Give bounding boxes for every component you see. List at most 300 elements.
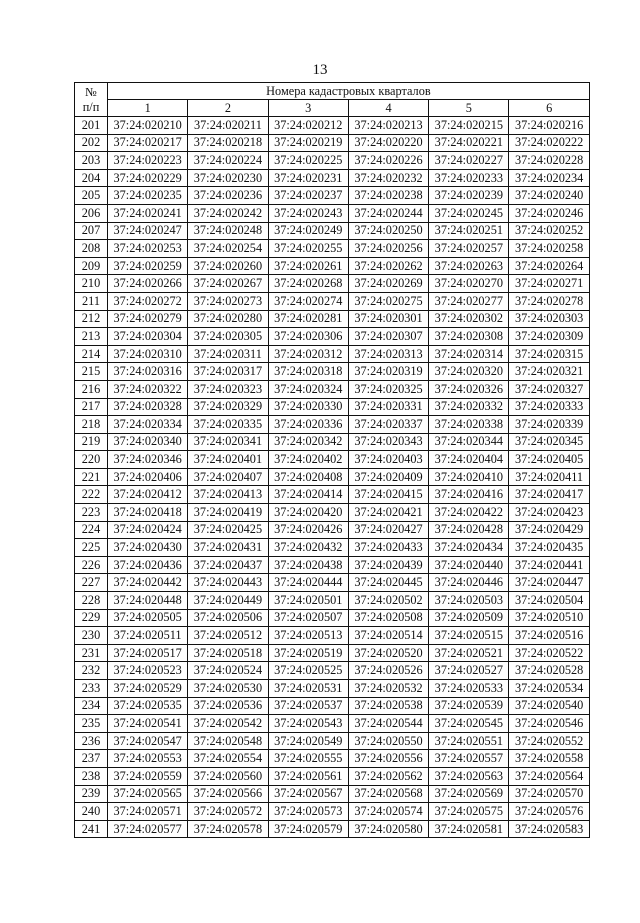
cadastral-quarter-cell: 37:24:020409 [348, 468, 428, 486]
quarters-header: Номера кадастровых кварталов [108, 83, 590, 100]
cadastral-quarter-cell: 37:24:020402 [268, 451, 348, 469]
cadastral-quarter-cell: 37:24:020280 [188, 310, 268, 328]
cadastral-quarter-cell: 37:24:020543 [268, 715, 348, 733]
cadastral-quarter-cell: 37:24:020236 [188, 187, 268, 205]
cadastral-quarter-cell: 37:24:020218 [188, 134, 268, 152]
cadastral-quarter-cell: 37:24:020512 [188, 627, 268, 645]
cadastral-quarter-cell: 37:24:020240 [509, 187, 589, 205]
table-row [75, 204, 590, 222]
row-number-cell: 239 [75, 785, 108, 803]
cadastral-quarter-cell: 37:24:020417 [509, 486, 589, 504]
column-number-header: 2 [188, 100, 268, 117]
cadastral-quarter-cell: 37:24:020328 [108, 398, 188, 416]
cadastral-quarter-cell: 37:24:020447 [509, 574, 589, 592]
cadastral-quarter-cell: 37:24:020316 [108, 363, 188, 381]
cadastral-quarter-cell: 37:24:020510 [509, 609, 589, 627]
cadastral-quarter-cell: 37:24:020248 [188, 222, 268, 240]
row-number-cell: 226 [75, 556, 108, 574]
cadastral-quarter-cell: 37:24:020274 [268, 292, 348, 310]
cadastral-quarter-cell: 37:24:020544 [348, 715, 428, 733]
cadastral-quarter-cell: 37:24:020431 [188, 539, 268, 557]
cadastral-quarter-cell: 37:24:020225 [268, 152, 348, 170]
table-row [75, 380, 590, 398]
cadastral-quarter-cell: 37:24:020242 [188, 204, 268, 222]
cadastral-quarter-cell: 37:24:020249 [268, 222, 348, 240]
column-number-row [75, 100, 590, 117]
row-number-cell: 220 [75, 451, 108, 469]
cadastral-quarter-cell: 37:24:020421 [348, 504, 428, 522]
cadastral-quarter-cell: 37:24:020559 [108, 767, 188, 785]
cadastral-quarter-cell: 37:24:020304 [108, 328, 188, 346]
row-number-cell: 213 [75, 328, 108, 346]
cadastral-quarter-cell: 37:24:020324 [268, 380, 348, 398]
cadastral-quarter-cell: 37:24:020581 [429, 820, 509, 838]
table-row [75, 169, 590, 187]
column-number-header: 3 [268, 100, 348, 117]
cadastral-quarter-cell: 37:24:020232 [348, 169, 428, 187]
cadastral-quarter-cell: 37:24:020341 [188, 433, 268, 451]
cadastral-quarter-cell: 37:24:020251 [429, 222, 509, 240]
row-number-cell: 218 [75, 416, 108, 434]
column-number-header: 4 [348, 100, 428, 117]
cadastral-quarter-cell: 37:24:020401 [188, 451, 268, 469]
table-row [75, 644, 590, 662]
row-number-header-line1: № [85, 84, 97, 99]
table-header [75, 83, 590, 117]
cadastral-quarter-cell: 37:24:020403 [348, 451, 428, 469]
cadastral-quarter-cell: 37:24:020511 [108, 627, 188, 645]
cadastral-quarter-cell: 37:24:020257 [429, 240, 509, 258]
table-row [75, 468, 590, 486]
row-number-cell: 227 [75, 574, 108, 592]
cadastral-quarter-cell: 37:24:020264 [509, 257, 589, 275]
cadastral-quarter-cell: 37:24:020571 [108, 803, 188, 821]
cadastral-quarter-cell: 37:24:020527 [429, 662, 509, 680]
cadastral-quarter-cell: 37:24:020405 [509, 451, 589, 469]
cadastral-quarter-cell: 37:24:020442 [108, 574, 188, 592]
row-number-cell: 209 [75, 257, 108, 275]
cadastral-quarter-cell: 37:24:020570 [509, 785, 589, 803]
cadastral-quarter-cell: 37:24:020311 [188, 345, 268, 363]
row-number-cell: 202 [75, 134, 108, 152]
cadastral-quarter-cell: 37:24:020526 [348, 662, 428, 680]
table-row [75, 574, 590, 592]
cadastral-quarter-cell: 37:24:020252 [509, 222, 589, 240]
cadastral-quarter-cell: 37:24:020234 [509, 169, 589, 187]
cadastral-quarter-cell: 37:24:020335 [188, 416, 268, 434]
cadastral-quarter-cell: 37:24:020524 [188, 662, 268, 680]
cadastral-quarter-cell: 37:24:020508 [348, 609, 428, 627]
row-number-cell: 214 [75, 345, 108, 363]
cadastral-quarter-cell: 37:24:020271 [509, 275, 589, 293]
cadastral-quarter-cell: 37:24:020313 [348, 345, 428, 363]
cadastral-quarter-cell: 37:24:020515 [429, 627, 509, 645]
cadastral-quarter-cell: 37:24:020425 [188, 521, 268, 539]
cadastral-quarter-cell: 37:24:020545 [429, 715, 509, 733]
cadastral-quarter-cell: 37:24:020256 [348, 240, 428, 258]
table-row [75, 556, 590, 574]
table-row [75, 433, 590, 451]
cadastral-quarter-cell: 37:24:020577 [108, 820, 188, 838]
cadastral-quarter-cell: 37:24:020340 [108, 433, 188, 451]
cadastral-quarter-cell: 37:24:020333 [509, 398, 589, 416]
cadastral-quarter-cell: 37:24:020327 [509, 380, 589, 398]
cadastral-quarter-cell: 37:24:020514 [348, 627, 428, 645]
cadastral-quarter-cell: 37:24:020563 [429, 767, 509, 785]
cadastral-quarter-cell: 37:24:020266 [108, 275, 188, 293]
cadastral-quarter-cell: 37:24:020410 [429, 468, 509, 486]
cadastral-quarter-cell: 37:24:020317 [188, 363, 268, 381]
row-number-cell: 230 [75, 627, 108, 645]
cadastral-quarter-cell: 37:24:020322 [108, 380, 188, 398]
cadastral-quarter-cell: 37:24:020318 [268, 363, 348, 381]
cadastral-quarter-cell: 37:24:020235 [108, 187, 188, 205]
cadastral-quarter-cell: 37:24:020531 [268, 680, 348, 698]
cadastral-quarter-cell: 37:24:020416 [429, 486, 509, 504]
cadastral-quarter-cell: 37:24:020215 [429, 117, 509, 135]
cadastral-quarter-cell: 37:24:020326 [429, 380, 509, 398]
table-row [75, 416, 590, 434]
cadastral-quarter-cell: 37:24:020446 [429, 574, 509, 592]
row-number-cell: 219 [75, 433, 108, 451]
row-number-cell: 201 [75, 117, 108, 135]
table-row [75, 345, 590, 363]
cadastral-quarter-cell: 37:24:020415 [348, 486, 428, 504]
cadastral-quarter-cell: 37:24:020567 [268, 785, 348, 803]
row-number-cell: 231 [75, 644, 108, 662]
cadastral-quarter-cell: 37:24:020243 [268, 204, 348, 222]
cadastral-quarter-cell: 37:24:020439 [348, 556, 428, 574]
cadastral-quarter-cell: 37:24:020503 [429, 592, 509, 610]
cadastral-quarter-cell: 37:24:020441 [509, 556, 589, 574]
cadastral-quarter-cell: 37:24:020428 [429, 521, 509, 539]
cadastral-quarter-cell: 37:24:020449 [188, 592, 268, 610]
row-number-cell: 223 [75, 504, 108, 522]
cadastral-quarter-cell: 37:24:020562 [348, 767, 428, 785]
table-row [75, 820, 590, 838]
cadastral-quarter-cell: 37:24:020281 [268, 310, 348, 328]
cadastral-quarter-cell: 37:24:020430 [108, 539, 188, 557]
row-number-header-line2: п/п [82, 99, 100, 114]
cadastral-quarter-cell: 37:24:020427 [348, 521, 428, 539]
cadastral-quarter-cell: 37:24:020216 [509, 117, 589, 135]
cadastral-quarter-cell: 37:24:020445 [348, 574, 428, 592]
cadastral-quarter-cell: 37:24:020576 [509, 803, 589, 821]
row-number-cell: 204 [75, 169, 108, 187]
table-row [75, 152, 590, 170]
table-row [75, 662, 590, 680]
row-number-cell: 203 [75, 152, 108, 170]
cadastral-quarter-cell: 37:24:020434 [429, 539, 509, 557]
cadastral-quarter-cell: 37:24:020433 [348, 539, 428, 557]
cadastral-quarter-cell: 37:24:020303 [509, 310, 589, 328]
table-row [75, 187, 590, 205]
table-row [75, 292, 590, 310]
table-row [75, 117, 590, 135]
row-number-header [75, 83, 108, 117]
cadastral-quarter-cell: 37:24:020560 [188, 767, 268, 785]
row-number-cell: 222 [75, 486, 108, 504]
cadastral-quarter-cell: 37:24:020516 [509, 627, 589, 645]
cadastral-quarter-cell: 37:24:020226 [348, 152, 428, 170]
cadastral-quarter-cell: 37:24:020411 [509, 468, 589, 486]
column-number-header: 5 [429, 100, 509, 117]
row-number-cell: 206 [75, 204, 108, 222]
cadastral-quarter-cell: 37:24:020307 [348, 328, 428, 346]
column-number-header: 6 [509, 100, 589, 117]
cadastral-quarter-cell: 37:24:020539 [429, 697, 509, 715]
cadastral-quarter-cell: 37:24:020227 [429, 152, 509, 170]
cadastral-quarter-cell: 37:24:020437 [188, 556, 268, 574]
table-row [75, 697, 590, 715]
cadastral-quarter-cell: 37:24:020552 [509, 732, 589, 750]
cadastral-quarter-cell: 37:24:020309 [509, 328, 589, 346]
cadastral-quarter-cell: 37:24:020255 [268, 240, 348, 258]
cadastral-quarter-cell: 37:24:020223 [108, 152, 188, 170]
cadastral-quarter-cell: 37:24:020534 [509, 680, 589, 698]
cadastral-quarter-cell: 37:24:020517 [108, 644, 188, 662]
cadastral-quarter-cell: 37:24:020564 [509, 767, 589, 785]
cadastral-quarter-cell: 37:24:020583 [509, 820, 589, 838]
cadastral-quarter-cell: 37:24:020344 [429, 433, 509, 451]
cadastral-quarter-cell: 37:24:020222 [509, 134, 589, 152]
cadastral-quarter-cell: 37:24:020323 [188, 380, 268, 398]
row-number-cell: 207 [75, 222, 108, 240]
cadastral-quarter-cell: 37:24:020210 [108, 117, 188, 135]
cadastral-quarter-cell: 37:24:020224 [188, 152, 268, 170]
cadastral-quarter-cell: 37:24:020277 [429, 292, 509, 310]
cadastral-quarter-cell: 37:24:020315 [509, 345, 589, 363]
cadastral-quarter-cell: 37:24:020228 [509, 152, 589, 170]
cadastral-quarter-cell: 37:24:020555 [268, 750, 348, 768]
cadastral-quarter-cell: 37:24:020212 [268, 117, 348, 135]
cadastral-quarter-cell: 37:24:020314 [429, 345, 509, 363]
row-number-cell: 215 [75, 363, 108, 381]
row-number-cell: 225 [75, 539, 108, 557]
cadastral-quarter-cell: 37:24:020553 [108, 750, 188, 768]
column-number-header: 1 [108, 100, 188, 117]
cadastral-quarter-cell: 37:24:020229 [108, 169, 188, 187]
cadastral-quarter-cell: 37:24:020241 [108, 204, 188, 222]
cadastral-quarter-cell: 37:24:020575 [429, 803, 509, 821]
cadastral-quarter-cell: 37:24:020305 [188, 328, 268, 346]
cadastral-quarter-cell: 37:24:020320 [429, 363, 509, 381]
cadastral-quarter-cell: 37:24:020448 [108, 592, 188, 610]
cadastral-quarter-cell: 37:24:020321 [509, 363, 589, 381]
cadastral-quarters-table [74, 82, 590, 838]
cadastral-quarter-cell: 37:24:020279 [108, 310, 188, 328]
cadastral-quarter-cell: 37:24:020444 [268, 574, 348, 592]
cadastral-quarter-cell: 37:24:020438 [268, 556, 348, 574]
cadastral-quarter-cell: 37:24:020556 [348, 750, 428, 768]
cadastral-quarter-cell: 37:24:020330 [268, 398, 348, 416]
cadastral-quarter-cell: 37:24:020346 [108, 451, 188, 469]
cadastral-quarter-cell: 37:24:020422 [429, 504, 509, 522]
page-number: 13 [312, 62, 328, 78]
cadastral-quarter-cell: 37:24:020440 [429, 556, 509, 574]
cadastral-quarter-cell: 37:24:020501 [268, 592, 348, 610]
cadastral-quarter-cell: 37:24:020580 [348, 820, 428, 838]
cadastral-quarter-cell: 37:24:020507 [268, 609, 348, 627]
table-row [75, 627, 590, 645]
cadastral-quarter-cell: 37:24:020332 [429, 398, 509, 416]
cadastral-quarter-cell: 37:24:020334 [108, 416, 188, 434]
cadastral-quarter-cell: 37:24:020343 [348, 433, 428, 451]
cadastral-quarter-cell: 37:24:020406 [108, 468, 188, 486]
cadastral-quarter-cell: 37:24:020548 [188, 732, 268, 750]
cadastral-quarter-cell: 37:24:020561 [268, 767, 348, 785]
table-row [75, 680, 590, 698]
cadastral-quarter-cell: 37:24:020247 [108, 222, 188, 240]
cadastral-quarter-cell: 37:24:020342 [268, 433, 348, 451]
cadastral-quarter-cell: 37:24:020423 [509, 504, 589, 522]
cadastral-quarter-cell: 37:24:020557 [429, 750, 509, 768]
table-row [75, 592, 590, 610]
row-number-cell: 240 [75, 803, 108, 821]
cadastral-quarter-cell: 37:24:020337 [348, 416, 428, 434]
cadastral-quarter-cell: 37:24:020530 [188, 680, 268, 698]
cadastral-quarter-cell: 37:24:020339 [509, 416, 589, 434]
cadastral-quarter-cell: 37:24:020558 [509, 750, 589, 768]
row-number-cell: 205 [75, 187, 108, 205]
cadastral-quarter-cell: 37:24:020509 [429, 609, 509, 627]
cadastral-quarter-cell: 37:24:020268 [268, 275, 348, 293]
cadastral-quarter-cell: 37:24:020506 [188, 609, 268, 627]
table-row [75, 328, 590, 346]
row-number-cell: 238 [75, 767, 108, 785]
cadastral-quarter-cell: 37:24:020261 [268, 257, 348, 275]
cadastral-quarter-cell: 37:24:020532 [348, 680, 428, 698]
cadastral-quarter-cell: 37:24:020419 [188, 504, 268, 522]
cadastral-quarter-cell: 37:24:020306 [268, 328, 348, 346]
table-row [75, 222, 590, 240]
cadastral-quarter-cell: 37:24:020250 [348, 222, 428, 240]
row-number-cell: 208 [75, 240, 108, 258]
table-row [75, 803, 590, 821]
row-number-cell: 232 [75, 662, 108, 680]
cadastral-quarter-cell: 37:24:020272 [108, 292, 188, 310]
cadastral-quarter-cell: 37:24:020260 [188, 257, 268, 275]
table-row [75, 732, 590, 750]
cadastral-quarter-cell: 37:24:020325 [348, 380, 428, 398]
row-number-cell: 224 [75, 521, 108, 539]
cadastral-quarter-cell: 37:24:020574 [348, 803, 428, 821]
cadastral-quarter-cell: 37:24:020418 [108, 504, 188, 522]
row-number-cell: 236 [75, 732, 108, 750]
cadastral-quarter-cell: 37:24:020413 [188, 486, 268, 504]
cadastral-quarter-cell: 37:24:020538 [348, 697, 428, 715]
cadastral-quarter-cell: 37:24:020308 [429, 328, 509, 346]
cadastral-quarter-cell: 37:24:020319 [348, 363, 428, 381]
cadastral-quarter-cell: 37:24:020549 [268, 732, 348, 750]
cadastral-quarter-cell: 37:24:020429 [509, 521, 589, 539]
row-number-cell: 228 [75, 592, 108, 610]
table-row [75, 486, 590, 504]
cadastral-quarter-cell: 37:24:020245 [429, 204, 509, 222]
row-number-cell: 217 [75, 398, 108, 416]
table-row [75, 785, 590, 803]
table-row [75, 521, 590, 539]
cadastral-quarter-cell: 37:24:020244 [348, 204, 428, 222]
cadastral-quarter-cell: 37:24:020412 [108, 486, 188, 504]
cadastral-quarter-cell: 37:24:020518 [188, 644, 268, 662]
row-number-cell: 233 [75, 680, 108, 698]
table-row [75, 767, 590, 785]
cadastral-quarter-cell: 37:24:020237 [268, 187, 348, 205]
cadastral-quarter-cell: 37:24:020541 [108, 715, 188, 733]
cadastral-quarter-cell: 37:24:020569 [429, 785, 509, 803]
cadastral-quarter-cell: 37:24:020310 [108, 345, 188, 363]
cadastral-quarter-cell: 37:24:020537 [268, 697, 348, 715]
row-number-cell: 216 [75, 380, 108, 398]
table-row [75, 134, 590, 152]
cadastral-quarter-cell: 37:24:020547 [108, 732, 188, 750]
cadastral-quarter-cell: 37:24:020259 [108, 257, 188, 275]
cadastral-quarter-cell: 37:24:020521 [429, 644, 509, 662]
cadastral-quarter-cell: 37:24:020301 [348, 310, 428, 328]
cadastral-quarter-cell: 37:24:020522 [509, 644, 589, 662]
cadastral-quarter-cell: 37:24:020435 [509, 539, 589, 557]
cadastral-quarter-cell: 37:24:020211 [188, 117, 268, 135]
cadastral-quarter-cell: 37:24:020513 [268, 627, 348, 645]
cadastral-quarter-cell: 37:24:020424 [108, 521, 188, 539]
cadastral-quarter-cell: 37:24:020219 [268, 134, 348, 152]
cadastral-quarter-cell: 37:24:020233 [429, 169, 509, 187]
table-row [75, 451, 590, 469]
cadastral-quarter-cell: 37:24:020230 [188, 169, 268, 187]
table-body [75, 117, 590, 838]
cadastral-quarter-cell: 37:24:020336 [268, 416, 348, 434]
table-row [75, 715, 590, 733]
cadastral-quarter-cell: 37:24:020519 [268, 644, 348, 662]
row-number-cell: 221 [75, 468, 108, 486]
cadastral-quarter-cell: 37:24:020572 [188, 803, 268, 821]
cadastral-quarter-cell: 37:24:020273 [188, 292, 268, 310]
cadastral-quarter-cell: 37:24:020533 [429, 680, 509, 698]
cadastral-quarter-cell: 37:24:020407 [188, 468, 268, 486]
table-row [75, 539, 590, 557]
cadastral-quarter-cell: 37:24:020579 [268, 820, 348, 838]
cadastral-quarter-cell: 37:24:020426 [268, 521, 348, 539]
cadastral-quarter-cell: 37:24:020331 [348, 398, 428, 416]
cadastral-quarter-cell: 37:24:020345 [509, 433, 589, 451]
row-number-cell: 241 [75, 820, 108, 838]
cadastral-quarter-cell: 37:24:020267 [188, 275, 268, 293]
cadastral-quarter-cell: 37:24:020278 [509, 292, 589, 310]
cadastral-quarter-cell: 37:24:020312 [268, 345, 348, 363]
cadastral-quarter-cell: 37:24:020263 [429, 257, 509, 275]
cadastral-quarter-cell: 37:24:020258 [509, 240, 589, 258]
row-number-cell: 235 [75, 715, 108, 733]
cadastral-quarter-cell: 37:24:020221 [429, 134, 509, 152]
table-row [75, 257, 590, 275]
row-number-cell: 234 [75, 697, 108, 715]
cadastral-quarter-cell: 37:24:020551 [429, 732, 509, 750]
table-row [75, 363, 590, 381]
cadastral-quarter-cell: 37:24:020546 [509, 715, 589, 733]
table-row [75, 750, 590, 768]
cadastral-quarter-cell: 37:24:020436 [108, 556, 188, 574]
table-row [75, 504, 590, 522]
cadastral-quarter-cell: 37:24:020443 [188, 574, 268, 592]
cadastral-quarter-cell: 37:24:020253 [108, 240, 188, 258]
cadastral-quarter-cell: 37:24:020231 [268, 169, 348, 187]
cadastral-quarter-cell: 37:24:020270 [429, 275, 509, 293]
cadastral-quarter-cell: 37:24:020554 [188, 750, 268, 768]
cadastral-quarter-cell: 37:24:020578 [188, 820, 268, 838]
cadastral-quarter-cell: 37:24:020502 [348, 592, 428, 610]
cadastral-quarter-cell: 37:24:020542 [188, 715, 268, 733]
